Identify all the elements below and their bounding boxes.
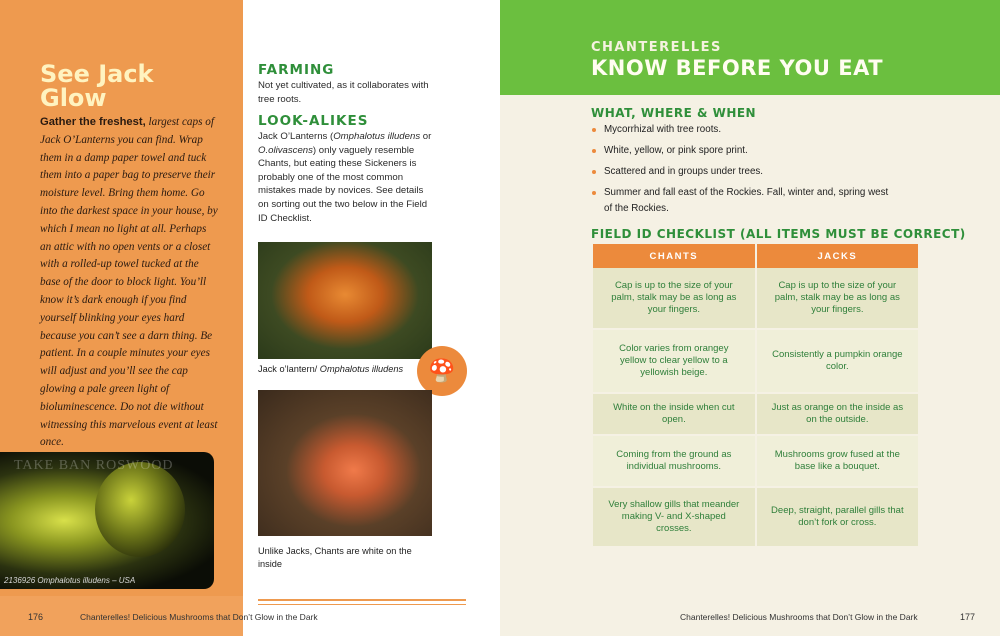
- glow-instructions-text: [40, 114, 220, 452]
- table-row: [593, 330, 918, 394]
- list-item: Scattered and in groups under trees.: [591, 164, 891, 180]
- farming-heading: FARMING: [258, 62, 335, 78]
- lookalikes-text: [258, 130, 436, 225]
- mushroom-badge: [417, 346, 467, 396]
- table-cell: Deep, straight, parallel gills that don’t fork or cross.: [757, 488, 918, 548]
- table-cell: Consistently a pumpkin orange color.: [757, 330, 918, 394]
- photo-watermark: TAKE BAN ROSWOOD: [14, 458, 174, 473]
- page-number-right: 177: [960, 612, 976, 622]
- page-number-left: 176: [28, 612, 44, 622]
- table-cell: Mushrooms grow fused at the base like a bouquet.: [757, 436, 918, 488]
- lookalikes-heading: LOOK-ALIKES: [258, 113, 369, 129]
- glowing-mushroom-photo: [0, 452, 214, 589]
- table-cell: Very shallow gills that meander making V- and X-shaped crosses.: [593, 488, 755, 548]
- checklist-heading: FIELD ID CHECKLIST (ALL ITEMS MUST BE CORRECT): [591, 227, 966, 241]
- column-header-chants: CHANTS: [593, 244, 755, 268]
- list-item: Summer and fall east of the Rockies. Fall, winter and, spring west of the Rockies.: [591, 185, 891, 217]
- lookalikes-b: or: [420, 131, 432, 142]
- table-header-row: [593, 244, 918, 268]
- footer-rule-thin: [258, 604, 466, 605]
- running-head-right: Chanterelles! Delicious Mushrooms that Don’t Glow in the Dark: [680, 612, 918, 622]
- title-line-2: Glow: [40, 84, 107, 112]
- page-title: [40, 62, 230, 110]
- lookalikes-a: Jack O’Lanterns (: [258, 131, 334, 142]
- latin-name-1: Omphalotus illudens: [333, 131, 421, 142]
- table-cell: Cap is up to the size of your palm, stalk may be as long as your fingers.: [757, 268, 918, 330]
- table-row: [593, 488, 918, 548]
- banner-subtitle: CHANTERELLES: [591, 40, 722, 55]
- table-cell: Just as orange on the inside as on the outside.: [757, 394, 918, 436]
- photo1-caption-latin: Omphalotus illudens: [319, 364, 404, 374]
- title-line-1: See Jack: [40, 60, 154, 88]
- banner-title: KNOW BEFORE YOU EAT: [591, 56, 884, 80]
- photo-caption: 2136926 Omphalotus illudens – USA: [4, 576, 136, 585]
- glowing-cap-shape: [95, 462, 185, 557]
- photo2-caption: Unlike Jacks, Chants are white on the inside: [258, 546, 412, 569]
- table-cell: Color varies from orangey yellow to clear yellow to a yellowish beige.: [593, 330, 755, 394]
- table-row: [593, 394, 918, 436]
- list-item: Mycorrhizal with tree roots.: [591, 122, 891, 138]
- mushroom-icon: 🍄: [428, 358, 456, 383]
- lookalikes-c: ) only vaguely resemble Chants, but eating these Sickeners is probably one of the most common mistakes made by novices. See details on sorting out the two below in the Field ID Checklist.: [258, 144, 428, 224]
- table-row: [593, 436, 918, 488]
- what-where-when-heading: WHAT, WHERE & WHEN: [591, 106, 757, 120]
- photo1-caption-a: Jack o’lantern/: [258, 364, 320, 374]
- body-lead: Gather the freshest,: [40, 116, 146, 128]
- running-head-left: Chanterelles! Delicious Mushrooms that Don’t Glow in the Dark: [80, 612, 318, 622]
- field-id-table: [591, 244, 920, 548]
- list-item: White, yellow, or pink spore print.: [591, 143, 891, 159]
- photo1-caption: [258, 364, 428, 374]
- farming-text: Not yet cultivated, as it collaborates with tree roots.: [258, 80, 429, 105]
- facts-list: [591, 122, 891, 222]
- table-row: [593, 268, 918, 330]
- table-cell: Cap is up to the size of your palm, stalk may be as long as your fingers.: [593, 268, 755, 330]
- table-cell: White on the inside when cut open.: [593, 394, 755, 436]
- table-cell: Coming from the ground as individual mushrooms.: [593, 436, 755, 488]
- green-banner: [500, 0, 1000, 95]
- chanterelle-photo: [258, 390, 432, 536]
- footer-rule: [258, 599, 466, 601]
- latin-name-2: O.olivascens: [258, 144, 313, 156]
- body-rest: largest caps of Jack O’Lanterns you can find. Wrap them in a damp paper towel and tuck them into a paper bag to preserve their moisture level. Bring them home. Go into the darkest space in your house, by which I mean no light at all. Perhaps an attic with no open vents or a closet with a rolled-up towel tucked at the base of the door to block light. You’ll know it’s dark enough if you find yourself blinking your eyes hard because you can’t see a darn thing. Be patient. In a couple minutes your eyes will adjust and you’ll see the cap glowing a pale green light of bioluminescence. Do not die without witnessing this marvelous event at least once.: [40, 116, 218, 449]
- column-header-jacks: JACKS: [757, 244, 918, 268]
- jack-olantern-photo: [258, 242, 432, 359]
